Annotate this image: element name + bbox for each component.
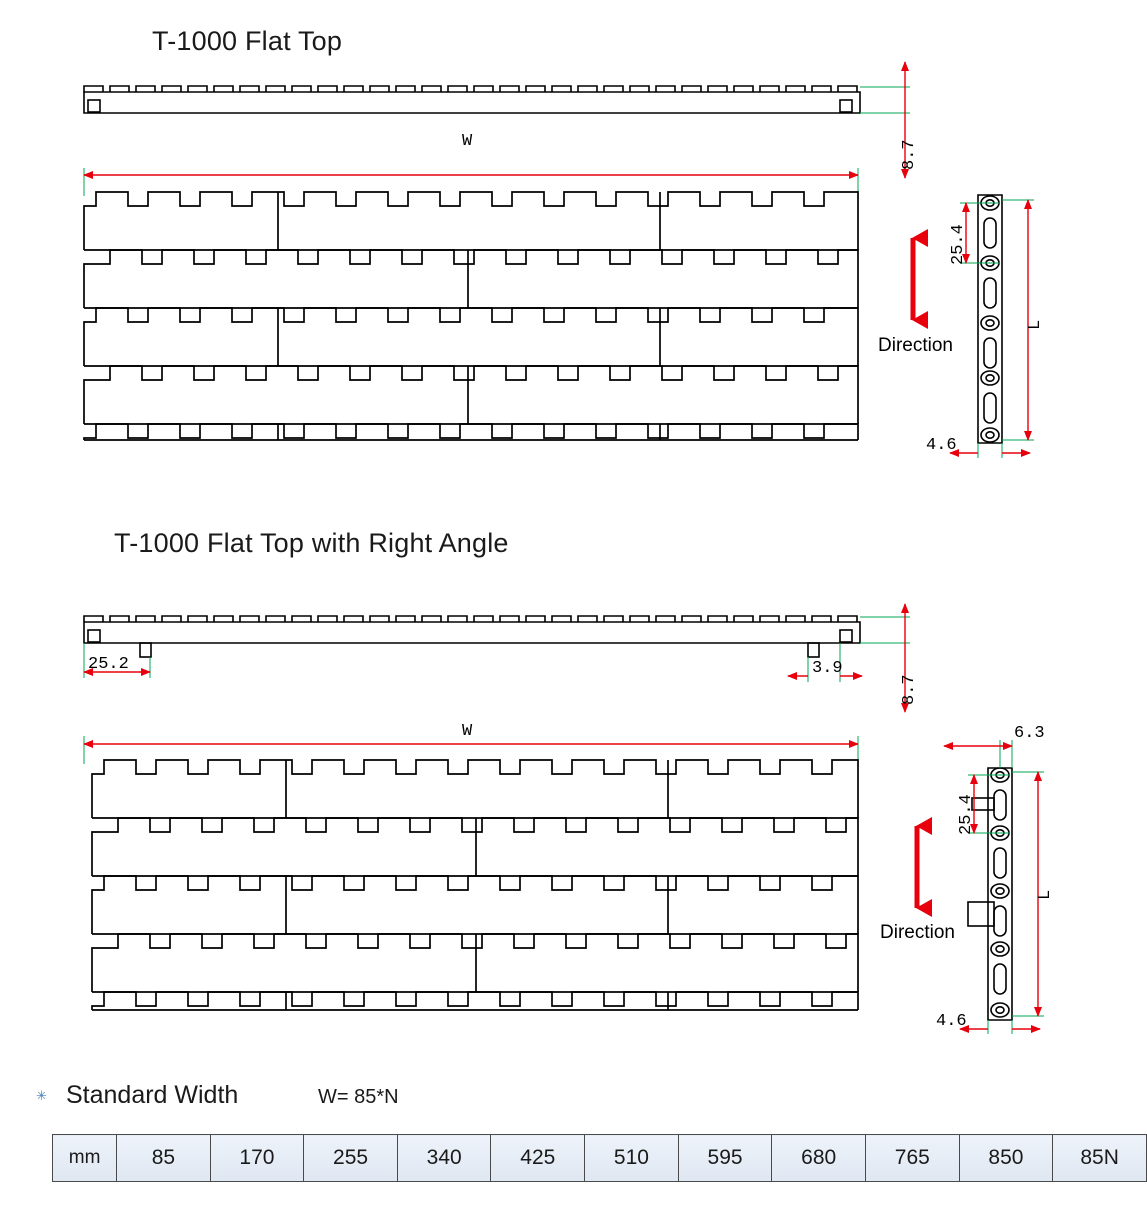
section1-length-label: L <box>1026 319 1045 330</box>
section2-left-label: 25.2 <box>88 655 129 674</box>
section2-edge-view <box>84 616 860 657</box>
section1-pitch-label: 25.4 <box>949 224 968 265</box>
section1-plan-view <box>84 192 858 440</box>
section1-side-dimensions <box>913 200 1034 458</box>
section2-height-label: 8.7 <box>900 674 919 705</box>
table-cell: 255 <box>304 1135 398 1182</box>
table-cell: 340 <box>397 1135 491 1182</box>
table-cell: 425 <box>491 1135 585 1182</box>
section2-pitch-label: 25.4 <box>957 794 976 835</box>
table-cell: 595 <box>678 1135 772 1182</box>
bullet-icon: ✳ <box>36 1088 47 1103</box>
table-cell: 765 <box>865 1135 959 1182</box>
section2-top-label: 6.3 <box>1014 724 1045 743</box>
standard-width-formula: W= 85*N <box>318 1086 399 1108</box>
table-cell: 680 <box>772 1135 866 1182</box>
table-unit-cell: mm <box>53 1135 117 1182</box>
section1-width-label: W <box>462 132 473 151</box>
section2-length-label: L <box>1036 889 1055 900</box>
table-cell: 510 <box>585 1135 679 1182</box>
table-cell: 85N <box>1053 1135 1147 1182</box>
section1-edge-view <box>84 86 860 113</box>
standard-width-table <box>52 1134 1147 1182</box>
section1-height-label: 8.7 <box>900 139 919 170</box>
section1-side-view <box>978 195 1002 443</box>
table-row <box>53 1135 1147 1182</box>
section2-bottom-label: 4.6 <box>936 1012 967 1031</box>
section-2-title: T-1000 Flat Top with Right Angle <box>114 528 509 558</box>
table-cell: 85 <box>117 1135 210 1182</box>
table-cell: 850 <box>959 1135 1053 1182</box>
section2-direction-label: Direction <box>880 922 955 943</box>
table-cell: 170 <box>210 1135 304 1182</box>
section2-plan-view <box>92 760 858 1010</box>
section1-bottom-label: 4.6 <box>926 436 957 455</box>
section-1-title: T-1000 Flat Top <box>152 26 343 56</box>
section2-width-label: W <box>462 722 473 741</box>
standard-width-heading: Standard Width <box>66 1081 239 1109</box>
section2-side-dimensions <box>917 740 1044 1034</box>
section2-right-label: 3.9 <box>812 659 843 678</box>
section1-direction-label: Direction <box>878 335 953 356</box>
